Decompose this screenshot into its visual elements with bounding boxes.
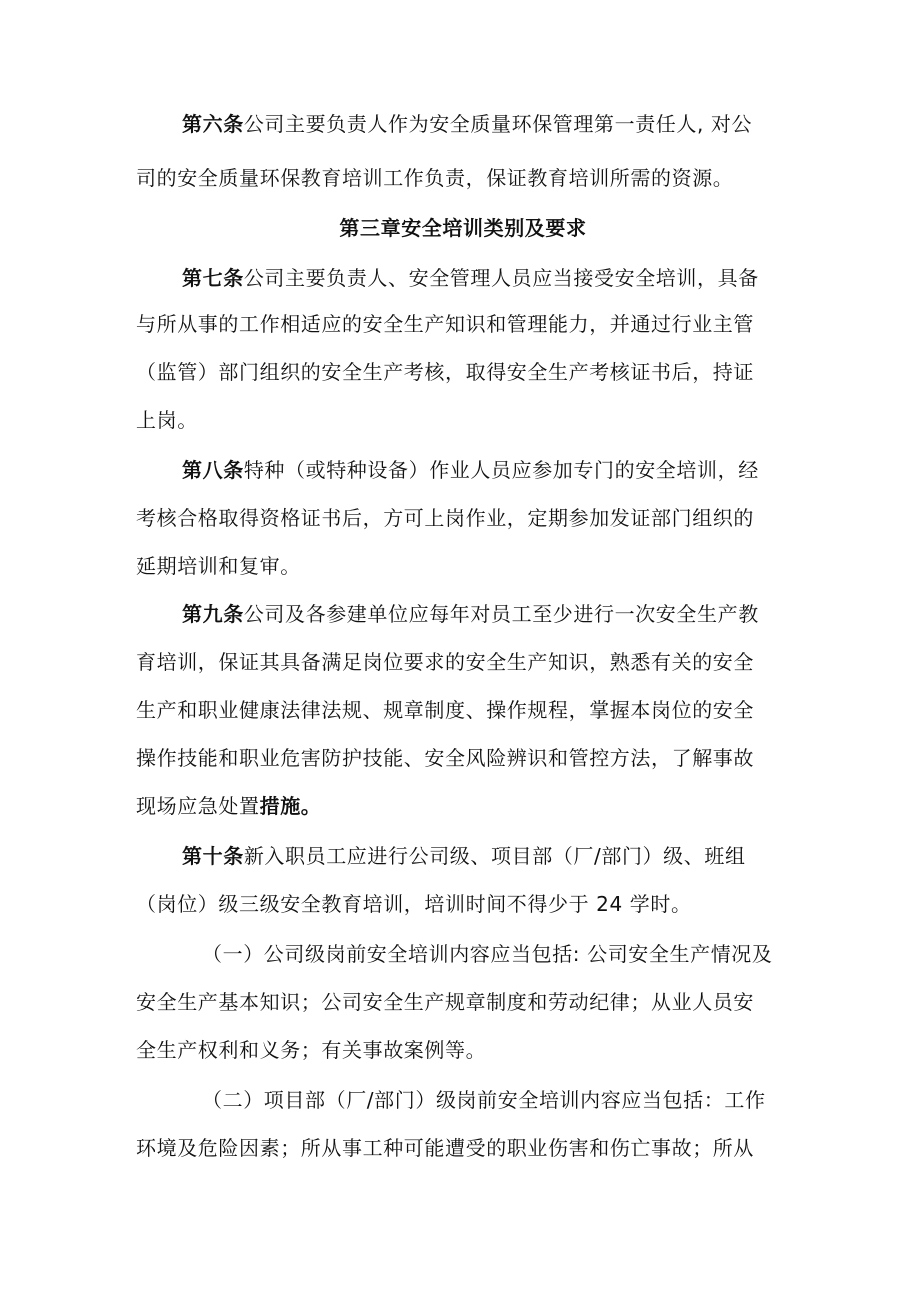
item-1-line-3: 全生产权利和义务；有关事故案例等。 (136, 1038, 487, 1062)
article-9-text-5-bold: 措施。 (259, 794, 322, 818)
article-9-line-2: 育培训，保证其具备满足岗位要求的安全生产知识，熟悉有关的安全 (136, 650, 754, 674)
article-10-text-1: 新入职员工应进行公司级、项目部（厂/部门）级、班组 (243, 844, 746, 868)
item-2-line-1: （二）项目部（厂/部门）级岗前安全培训内容应当包括：工作 (202, 1088, 766, 1112)
chapter-3-heading: 第三章安全培训类别及要求 (339, 216, 587, 240)
article-9-line-1 (182, 596, 759, 632)
article-9-line-5 (136, 788, 321, 824)
article-7-label: 第七条 (182, 266, 244, 290)
article-7-line-2: 与所从事的工作相适应的安全生产知识和管理能力，并通过行业主管 (136, 312, 754, 336)
article-7-line-4: 上岗。 (136, 408, 198, 432)
article-9-line-4: 操作技能和职业危害防护技能、安全风险辨识和管控方法，了解事故 (136, 746, 754, 770)
article-6-line-2: 司的安全质量环保教育培训工作负责，保证教育培训所需的资源。 (136, 166, 734, 190)
article-10-line-2: （岗位）级三级安全教育培训，培训时间不得少于 24 学时。 (136, 892, 692, 916)
item-2-line-2: 环境及危险因素；所从事工种可能遭受的职业伤害和伤亡事故；所从 (136, 1136, 754, 1160)
item-1-line-2: 安全生产基本知识；公司安全生产规章制度和劳动纪律；从业人员安 (136, 990, 754, 1014)
article-8-line-2: 考核合格取得资格证书后，方可上岗作业，定期参加发证部门组织的 (136, 506, 754, 530)
article-8-line-3: 延期培训和复审。 (136, 554, 301, 578)
item-1-line-1: （一）公司级岗前安全培训内容应当包括: 公司安全生产情况及 (202, 942, 773, 966)
article-8-text-1: 特种（或特种设备）作业人员应参加专门的安全培训，经 (243, 458, 759, 482)
article-10-label: 第十条 (182, 844, 244, 868)
article-10-line-1 (182, 838, 746, 874)
article-9-text-1: 公司及各参建单位应每年对员工至少进行一次安全生产教 (243, 602, 759, 626)
article-7-text-1: 公司主要负责人、安全管理人员应当接受安全培训，具备 (243, 266, 759, 290)
article-9-line-3: 生产和职业健康法律法规、规章制度、操作规程，掌握本岗位的安全 (136, 698, 754, 722)
article-7-line-1 (182, 260, 759, 296)
article-7-line-3: （监管）部门组织的安全生产考核，取得安全生产考核证书后，持证 (136, 360, 754, 384)
article-8-label: 第八条 (182, 458, 244, 482)
article-9-text-5: 现场应急处置 (136, 794, 260, 818)
article-6-line-1 (182, 106, 752, 142)
article-6-label: 第六条 (182, 112, 244, 136)
article-9-label: 第九条 (182, 602, 244, 626)
article-6-text-1: 公司主要负责人作为安全质量环保管理第一责任人, 对公 (243, 112, 753, 136)
article-8-line-1 (182, 452, 759, 488)
